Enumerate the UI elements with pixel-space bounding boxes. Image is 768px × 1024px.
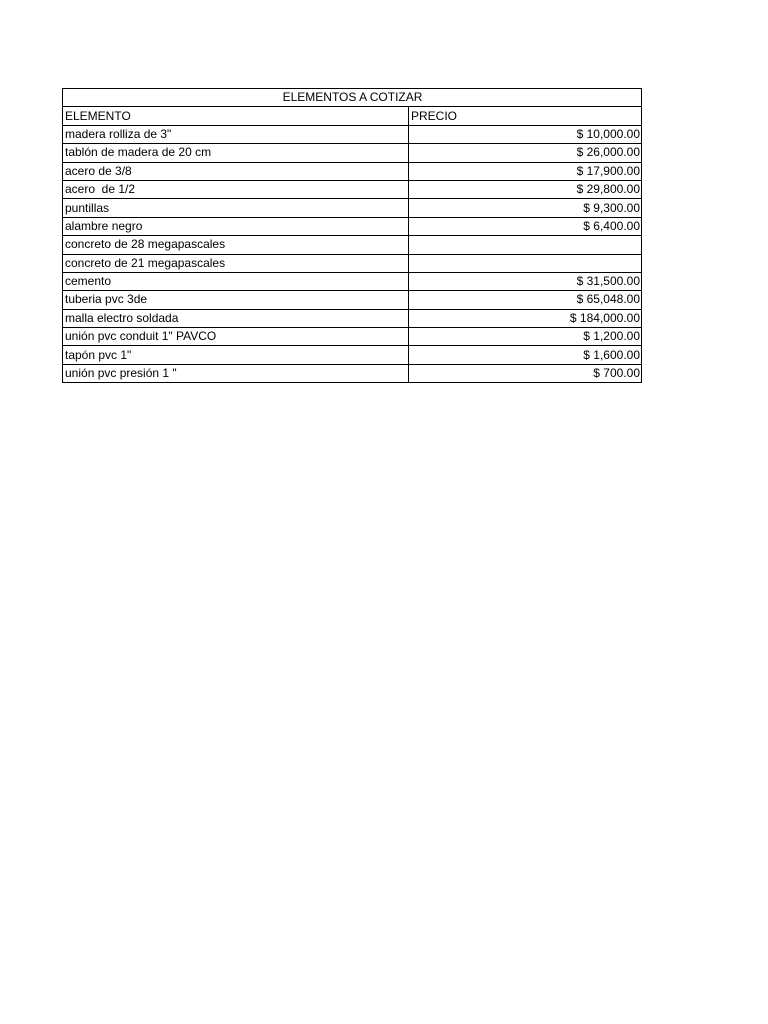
- price-cell: $ 1,200.00: [409, 328, 642, 346]
- element-cell: unión pvc presión 1 ": [63, 364, 409, 382]
- table-row: [63, 162, 642, 180]
- header-price: PRECIO: [409, 107, 642, 125]
- table-body: [63, 89, 642, 383]
- element-cell: cemento: [63, 272, 409, 290]
- table-row: [63, 180, 642, 198]
- table-row: [63, 144, 642, 162]
- price-cell: $ 700.00: [409, 364, 642, 382]
- table-title: ELEMENTOS A COTIZAR: [63, 89, 642, 107]
- price-cell: $ 29,800.00: [409, 180, 642, 198]
- price-cell: $ 184,000.00: [409, 309, 642, 327]
- price-cell: $ 1,600.00: [409, 346, 642, 364]
- table-row: [63, 364, 642, 382]
- header-element: ELEMENTO: [63, 107, 409, 125]
- element-cell: tuberia pvc 3de: [63, 291, 409, 309]
- table-row: [63, 254, 642, 272]
- price-cell: $ 31,500.00: [409, 272, 642, 290]
- table-row: [63, 346, 642, 364]
- quote-table: [62, 88, 642, 383]
- element-cell: madera rolliza de 3": [63, 125, 409, 143]
- header-row: [63, 107, 642, 125]
- price-cell: [409, 236, 642, 254]
- table-row: [63, 272, 642, 290]
- table-row: [63, 217, 642, 235]
- table-row: [63, 309, 642, 327]
- table-row: [63, 125, 642, 143]
- title-row: [63, 89, 642, 107]
- table-row: [63, 236, 642, 254]
- element-cell: tapón pvc 1": [63, 346, 409, 364]
- element-cell: acero de 1/2: [63, 180, 409, 198]
- table-row: [63, 328, 642, 346]
- price-cell: $ 17,900.00: [409, 162, 642, 180]
- element-cell: concreto de 28 megapascales: [63, 236, 409, 254]
- price-cell: $ 65,048.00: [409, 291, 642, 309]
- element-cell: malla electro soldada: [63, 309, 409, 327]
- element-cell: unión pvc conduit 1" PAVCO: [63, 328, 409, 346]
- table-row: [63, 199, 642, 217]
- element-cell: acero de 3/8: [63, 162, 409, 180]
- element-cell: concreto de 21 megapascales: [63, 254, 409, 272]
- price-cell: $ 26,000.00: [409, 144, 642, 162]
- price-cell: [409, 254, 642, 272]
- price-cell: $ 10,000.00: [409, 125, 642, 143]
- element-cell: tablón de madera de 20 cm: [63, 144, 409, 162]
- element-cell: puntillas: [63, 199, 409, 217]
- price-cell: $ 9,300.00: [409, 199, 642, 217]
- price-cell: $ 6,400.00: [409, 217, 642, 235]
- element-cell: alambre negro: [63, 217, 409, 235]
- table-row: [63, 291, 642, 309]
